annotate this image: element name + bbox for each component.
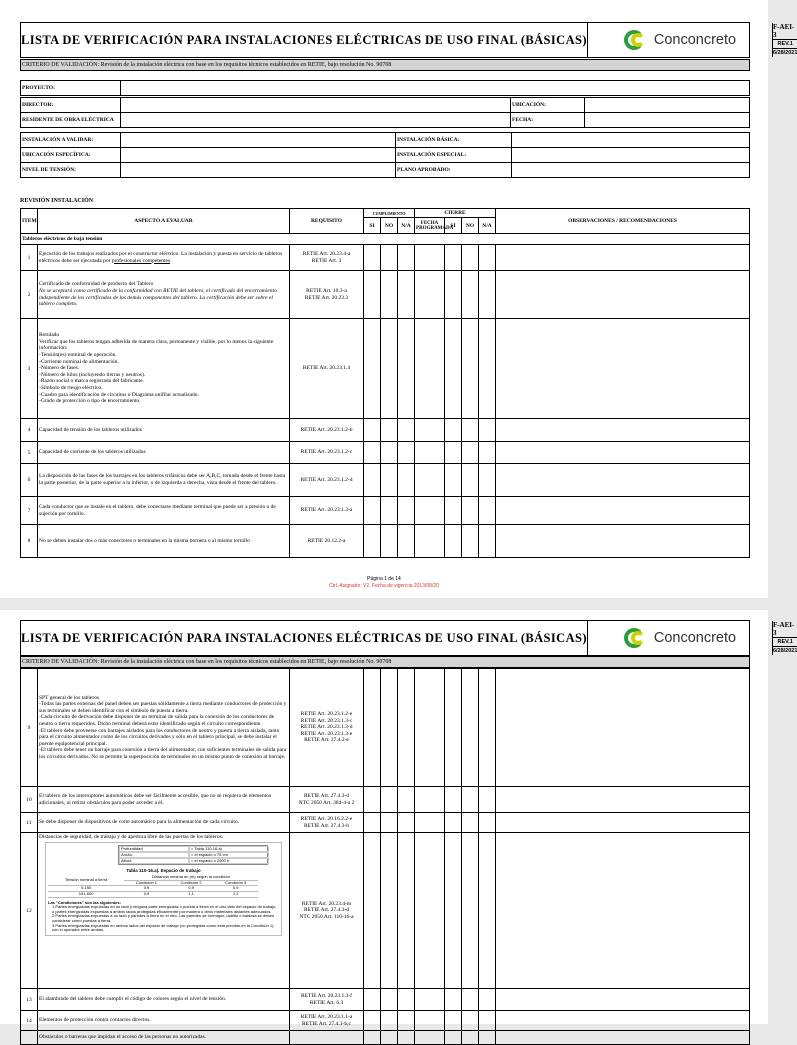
cierre-no[interactable] <box>462 525 479 558</box>
item-aspect: Elementos de protección contra contactos directos. <box>38 1011 290 1031</box>
label-nivel-tension: NIVEL DE TENSIÓN: <box>21 163 121 178</box>
criterio-validacion: CRITERIO DE VALIDACIÓN: Revisión de la instalación eléctrica con base en los requisitos técnicos establecidos en RETIE, bajo resolución No. 90708 <box>20 656 750 668</box>
table-row <box>21 464 750 497</box>
installation-info-table <box>20 132 750 178</box>
item-requirement: RETIE Art. 20.23.1.1-a RETIE Art. 27.4.1-b,c <box>290 1011 364 1031</box>
check-si[interactable] <box>364 813 381 833</box>
cierre-na[interactable] <box>479 989 496 1011</box>
project-info-table <box>20 80 750 96</box>
label-fecha: FECHA: <box>511 113 585 128</box>
document-header <box>20 620 797 656</box>
document-title: LISTA DE VERIFICACIÓN PARA INSTALACIONES ELÉCTRICAS DE USO FINAL (BÁSICAS) <box>21 621 588 655</box>
item-aspect: Obstáculos o barreras que impidan el acceso de las personas no autorizadas. <box>38 1031 290 1045</box>
cierre-na[interactable] <box>479 669 496 787</box>
item-number: 11 <box>21 813 38 833</box>
item-requirement: RETIE Art. 27.4.3-d NTC 2050 Art. 384-4-a 2 <box>290 787 364 813</box>
fecha-programada-cell[interactable] <box>415 833 445 989</box>
observaciones-cell[interactable] <box>496 525 750 558</box>
cierre-no[interactable] <box>462 989 479 1011</box>
cierre-si[interactable] <box>445 525 462 558</box>
cierre-no[interactable] <box>462 813 479 833</box>
check-si[interactable] <box>364 319 381 419</box>
table-row <box>21 787 750 813</box>
item-requirement: RETIE Art. 20.16.2.2-e RETIE Art. 27.4.3-b <box>290 813 364 833</box>
revision-table-p2 <box>20 668 750 1045</box>
observaciones-cell[interactable] <box>496 1011 750 1031</box>
cierre-no[interactable] <box>462 442 479 464</box>
col-fecha-programada: FECHA PROGRAMADA <box>415 218 445 234</box>
field-ubicacion[interactable] <box>585 98 750 113</box>
item-aspect: Rotulado Verificar que los tableros tengan adherida de manera clara, permanente y visible, por lo menos la siguiente información: -Tensión(es) nominal de operación. -Corriente nominal de alimentación. -Número de fases. -Número de hilos (incluyendo tierras y neutros). -Razón social o marca registrada del fabricante. -Símbolo de riesgo eléctrico. -Cuadro para identificación de circuitos o Diagrama unifilar actualizado. -Grado de protección o tipo de encerramiento. <box>38 319 290 419</box>
check-na[interactable] <box>398 464 415 497</box>
cierre-na[interactable] <box>479 1031 496 1045</box>
item-number: 8 <box>21 525 38 558</box>
check-na[interactable] <box>398 669 415 787</box>
page-footer <box>0 576 768 589</box>
item-aspect: Cada conductor que se instale en el tablero, debe conectarse mediante terminal que puede ser a presión o de sujeción por tornillo. <box>38 497 290 525</box>
check-na[interactable] <box>398 813 415 833</box>
item-requirement: RETIE Art. 10.3-a RETIE Art. 20.23.3 <box>290 271 364 319</box>
item-aspect: Capacidad de corriente de los tableros utilizados <box>38 442 290 464</box>
table-row <box>21 442 750 464</box>
page-2 <box>0 610 797 1041</box>
cierre-na[interactable] <box>479 1011 496 1031</box>
document-date: 6/28/2021 <box>772 50 797 56</box>
cierre-na[interactable] <box>479 245 496 271</box>
item-number: 7 <box>21 497 38 525</box>
item-requirement: RETIE Art. 20.23.1.4 <box>290 319 364 419</box>
item-aspect: El tablero de los interruptores automáticos debe ser fácilmente accesible, que no se requiera de elementos adicionales, ni retirar obstáculos para poder acceder a él. <box>38 787 290 813</box>
cierre-no[interactable] <box>462 464 479 497</box>
col-observaciones: OBSERVACIONES / RECOMENDACIONES <box>496 209 750 234</box>
col-cumplimiento: CUMPLIMIENTO <box>364 209 415 218</box>
cierre-si[interactable] <box>445 319 462 419</box>
table-row <box>21 813 750 833</box>
check-si[interactable] <box>364 464 381 497</box>
field-proyecto[interactable] <box>121 81 750 96</box>
col-no: NO <box>381 218 398 234</box>
item-aspect: Ejecución de los trabajos realizados por el constructor eléctrico. La instalación y puesta en servicio de tableros eléctricos debe ser ejecutada por profesionales competentes. <box>38 245 290 271</box>
item-aspect: La disposición de las fases de los barrajes en los tableros trifásicos debe ser A,B,C, tomada desde el frente hasta la parte posterior, de la parte superior a la inferior, o de izquierda a derecha, vista desde el frente del tablero. <box>38 464 290 497</box>
check-na[interactable] <box>398 245 415 271</box>
item-number: 1 <box>21 245 38 271</box>
item-requirement: RETIE Art. 20.23.4-a RETIE Art. 3 <box>290 245 364 271</box>
document-header <box>20 22 797 58</box>
item-requirement: RETIE Art. 20.23.1.3-f RETIE Art. 6.3 <box>290 989 364 1011</box>
item-requirement: RETIE Art. 20.23.1.3-a <box>290 497 364 525</box>
item-aspect <box>38 833 290 989</box>
document-rev: REV.1 <box>773 638 797 647</box>
item-requirement: RETIE Art. 20.23.1.2-e RETIE Art. 20.23.1.3-c RETIE Art. 20.23.1.3-d RETIE Art. 20.23.1.3-e RETIE Art. 27.4.2-e <box>290 669 364 787</box>
item-number: 2 <box>21 271 38 319</box>
label-instalacion-validar: INSTALACIÓN A VALIDAR: <box>21 133 121 148</box>
figure-legend: Profundidad = Tabla 110-16.a) Ancho = el espacio o 75 cm Altura = el espacio o 2000 h <box>118 845 268 865</box>
table-row <box>21 669 750 787</box>
cierre-si[interactable] <box>445 833 462 989</box>
observaciones-cell[interactable] <box>496 787 750 813</box>
cierre-no[interactable] <box>462 787 479 813</box>
fecha-programada-cell[interactable] <box>415 787 445 813</box>
col-cierre-no: NO <box>462 218 479 234</box>
cierre-si[interactable] <box>445 419 462 442</box>
table-row <box>21 525 750 558</box>
item-number <box>21 1031 38 1045</box>
observaciones-cell[interactable] <box>496 1031 750 1045</box>
check-si[interactable] <box>364 669 381 787</box>
item-number: 4 <box>21 419 38 442</box>
field-instalacion-especial[interactable] <box>512 148 750 163</box>
fecha-programada-cell[interactable] <box>415 1031 445 1045</box>
check-no[interactable] <box>381 989 398 1011</box>
fecha-programada-cell[interactable] <box>415 497 445 525</box>
figure-notes: Las "Condiciones" son las siguientes: 1 Partes energizadas expuestas en un lado y ninguna parte energizada o puesta a tierra en el otro lado del espacio de trabajo, o partes energizadas expuestas a ambos lados protegidas eficazmente por madera u otros materiales aislantes adecuados. 2 Partes energizadas expuestas a un lado y paredes a tierra en el otro. Las paredes de hormigón, ladrillo o baldosa se deben considerar como puestas a tierra. 3 Partes energizadas expuestas en ambos lados del espacio de trabajo (no protegidas como está previsto en la Condición 1), con el operador entre ambas. <box>48 899 277 933</box>
fecha-programada-cell[interactable] <box>415 442 445 464</box>
document-meta <box>773 23 797 57</box>
check-si[interactable] <box>364 497 381 525</box>
workspace-figure <box>45 842 282 936</box>
table-row <box>21 1031 750 1045</box>
item-number: 3 <box>21 319 38 419</box>
item-number: 9 <box>21 669 38 787</box>
logo-text: Conconcreto <box>653 32 737 48</box>
conconcreto-logo-icon <box>624 628 650 648</box>
director-info-table <box>20 97 750 128</box>
check-no[interactable] <box>381 319 398 419</box>
table-row <box>21 497 750 525</box>
col-aspecto: ASPECTO A EVALUAR <box>38 209 290 234</box>
observaciones-cell[interactable] <box>496 319 750 419</box>
cierre-na[interactable] <box>479 497 496 525</box>
item-requirement: RETIE Art. 20.23.1.2-c <box>290 442 364 464</box>
logo-text: Conconcreto <box>653 630 737 646</box>
check-no[interactable] <box>381 1031 398 1045</box>
category-tableros: Tableros eléctricos de baja tensión <box>21 234 750 245</box>
check-no[interactable] <box>381 245 398 271</box>
check-si[interactable] <box>364 419 381 442</box>
table-row <box>21 319 750 419</box>
fecha-programada-cell[interactable] <box>415 669 445 787</box>
fecha-programada-cell[interactable] <box>415 245 445 271</box>
revision-table-p1 <box>20 208 750 558</box>
label-instalacion-especial: INSTALACIÓN ESPECIAL: <box>396 148 512 163</box>
check-na[interactable] <box>398 419 415 442</box>
cierre-na[interactable] <box>479 319 496 419</box>
label-residente: RESIDENTE DE OBRA ELÉCTRICA <box>21 113 121 128</box>
observaciones-cell[interactable] <box>496 419 750 442</box>
document-code: F-AEI-3 <box>773 621 797 638</box>
fecha-programada-cell[interactable] <box>415 319 445 419</box>
check-na[interactable] <box>398 833 415 989</box>
check-no[interactable] <box>381 833 398 989</box>
check-na[interactable] <box>398 1011 415 1031</box>
item-aspect: No se deben instalar dos o más conectores o terminales en la misma bornera o al mismo tornillo <box>38 525 290 558</box>
check-no[interactable] <box>381 464 398 497</box>
check-na[interactable] <box>398 989 415 1011</box>
label-instalacion-basica: INSTALACIÓN BÁSICA: <box>396 133 512 148</box>
cierre-no[interactable] <box>462 271 479 319</box>
cierre-si[interactable] <box>445 989 462 1011</box>
document-code: F-AEI-3 <box>773 23 797 40</box>
col-item: ITEM <box>21 209 38 234</box>
check-no[interactable] <box>381 1011 398 1031</box>
cierre-no[interactable] <box>462 833 479 989</box>
page-separator <box>0 598 768 610</box>
item-aspect: Capacidad de tensión de los tableros utilizados <box>38 419 290 442</box>
check-na[interactable] <box>398 319 415 419</box>
col-cierre: CIERRE <box>415 209 496 218</box>
document-rev: REV.1 <box>773 40 797 49</box>
col-cierre-na: N/A <box>479 218 496 234</box>
check-si[interactable] <box>364 442 381 464</box>
fecha-programada-cell[interactable] <box>415 1011 445 1031</box>
footer-note: Ctrl. Asignado: V2. Fecha de vigencia 2013/08/20 <box>329 582 439 589</box>
check-no[interactable] <box>381 442 398 464</box>
observaciones-cell[interactable] <box>496 271 750 319</box>
cierre-no[interactable] <box>462 419 479 442</box>
cierre-na[interactable] <box>479 464 496 497</box>
criterio-validacion: CRITERIO DE VALIDACIÓN: Revisión de la instalación eléctrica con base en los requisitos técnicos establecidos en RETIE, bajo resolución No. 90708 <box>20 59 750 71</box>
table-row <box>21 419 750 442</box>
cierre-no[interactable] <box>462 669 479 787</box>
item-requirement <box>290 1031 364 1045</box>
item-number: 12 <box>21 833 38 989</box>
observaciones-cell[interactable] <box>496 833 750 989</box>
cierre-na[interactable] <box>479 833 496 989</box>
check-no[interactable] <box>381 787 398 813</box>
document-title: LISTA DE VERIFICACIÓN PARA INSTALACIONES ELÉCTRICAS DE USO FINAL (BÁSICAS) <box>21 23 588 57</box>
table-row <box>21 271 750 319</box>
field-instalacion-basica[interactable] <box>512 133 750 148</box>
cierre-si[interactable] <box>445 813 462 833</box>
cierre-no[interactable] <box>462 1011 479 1031</box>
col-requisito: REQUISITO <box>290 209 364 234</box>
check-na[interactable] <box>398 271 415 319</box>
check-no[interactable] <box>381 419 398 442</box>
item-aspect: SPT general de los tableros -Todas las partes externas del panel deben ser puestas sólidamente a tierra mediante conductores de protección y sus terminales se deben identificar con el símbolo de puesta a tierra. -Cada circuito de derivación debe disponer de un terminal de salida para la conexión de los conductores de neutro o tierra requeridos. Dicho terminal deberá estar identificado según el circuito correspondiente. -El tablero debe proveerse con barrajes aislados para los conductores de neutro y puesta a tierra aislada, tanto para el circuito alimentador como de los circuitos derivados y sólo en el tablero principal, se debe instalar el puente equipotencial principal. -El tablero debe tener un barraje para conexión a tierra del alimentador, con suficientes terminales de salida para los circuitos derivados. No se permite la superposición de terminales en un mismo punto de conexión al barraje. <box>38 669 290 787</box>
col-na: N/A <box>398 218 415 234</box>
fecha-programada-cell[interactable] <box>415 271 445 319</box>
conconcreto-logo-icon <box>624 30 650 50</box>
field-fecha[interactable] <box>585 113 750 128</box>
col-si: SI <box>364 218 381 234</box>
item-requirement: RETIE 20.12.2-a <box>290 525 364 558</box>
table-row <box>21 245 750 271</box>
fecha-programada-cell[interactable] <box>415 813 445 833</box>
field-plano-aprobado[interactable] <box>512 163 750 178</box>
fecha-programada-cell[interactable] <box>415 464 445 497</box>
field-nivel-tension[interactable] <box>121 163 396 178</box>
page-number: Página 1 de 14 <box>367 576 401 582</box>
item-number: 10 <box>21 787 38 813</box>
item-number: 6 <box>21 464 38 497</box>
cierre-no[interactable] <box>462 497 479 525</box>
cierre-si[interactable] <box>445 787 462 813</box>
observaciones-cell[interactable] <box>496 669 750 787</box>
figure-title: Tabla 110-16.a). Espacio de trabajo <box>126 868 201 873</box>
item-requirement: RETIE Art. 20.23.1.2-b <box>290 419 364 442</box>
field-residente[interactable] <box>121 113 511 128</box>
check-na[interactable] <box>398 1031 415 1045</box>
cierre-si[interactable] <box>445 442 462 464</box>
label-ubicacion-especifica: UBICACIÓN ESPECÍFICA: <box>21 148 121 163</box>
company-logo <box>588 23 773 57</box>
item-aspect-text: Distancias de seguridad, de trabajo y de apertura libre de las puertas de los tableros. <box>39 834 224 840</box>
item-aspect: Se debe disponer de dispositivos de corte automático para la alimentación de cada circuito. <box>38 813 290 833</box>
item-aspect: Certificado de conformidad de producto del Tablero No se aceptará como certificado de la conformidad con RETIE del tablero, el certificado del encerramiento independiente de los certificados de los demás componentes del tablero. La certificación debe ser sobre el tablero completo. <box>38 271 290 319</box>
item-number: 5 <box>21 442 38 464</box>
cierre-na[interactable] <box>479 419 496 442</box>
cierre-si[interactable] <box>445 1031 462 1045</box>
observaciones-cell[interactable] <box>496 245 750 271</box>
cierre-no[interactable] <box>462 1031 479 1045</box>
item-aspect: El alambrado del tablero debe cumplir el código de colores según el nivel de tensión. <box>38 989 290 1011</box>
fecha-programada-cell[interactable] <box>415 419 445 442</box>
label-proyecto: PROYECTO: <box>21 81 121 96</box>
cierre-na[interactable] <box>479 525 496 558</box>
table-row <box>21 1011 750 1031</box>
cierre-si[interactable] <box>445 1011 462 1031</box>
check-si[interactable] <box>364 787 381 813</box>
section-title: REVISIÓN INSTALACIÓN <box>20 198 94 204</box>
cierre-na[interactable] <box>479 787 496 813</box>
check-si[interactable] <box>364 271 381 319</box>
check-si[interactable] <box>364 1011 381 1031</box>
label-director: DIRECTOR: <box>21 98 121 113</box>
check-no[interactable] <box>381 497 398 525</box>
figure-table: Tensión nominal a tierra Distancia mínima en (m) según la condición Condición 1 Condición 2 Condición 3 0-150 0,9 0,9 0,9 151-600 0,9 1,1 1,2 <box>48 875 258 897</box>
check-no[interactable] <box>381 271 398 319</box>
cierre-no[interactable] <box>462 245 479 271</box>
observaciones-cell[interactable] <box>496 442 750 464</box>
col-cierre-si: SI <box>445 218 462 234</box>
check-na[interactable] <box>398 787 415 813</box>
cierre-na[interactable] <box>479 813 496 833</box>
check-si[interactable] <box>364 833 381 989</box>
cierre-na[interactable] <box>479 271 496 319</box>
observaciones-cell[interactable] <box>496 497 750 525</box>
document-meta <box>773 621 797 655</box>
item-number: 14 <box>21 1011 38 1031</box>
cierre-si[interactable] <box>445 464 462 497</box>
cierre-si[interactable] <box>445 669 462 787</box>
cierre-na[interactable] <box>479 442 496 464</box>
check-na[interactable] <box>398 497 415 525</box>
fecha-programada-cell[interactable] <box>415 525 445 558</box>
item-requirement: RETIE Art. 20.23.4-m RETIE Art. 27.4.3-d NTC 2050 Art. 110-16-a <box>290 833 364 989</box>
observaciones-cell[interactable] <box>496 813 750 833</box>
cierre-si[interactable] <box>445 245 462 271</box>
item-requirement: RETIE Art. 20.23.1.2-d <box>290 464 364 497</box>
observaciones-cell[interactable] <box>496 464 750 497</box>
check-si[interactable] <box>364 1031 381 1045</box>
check-no[interactable] <box>381 525 398 558</box>
check-no[interactable] <box>381 669 398 787</box>
cierre-si[interactable] <box>445 271 462 319</box>
check-si[interactable] <box>364 989 381 1011</box>
document-date: 6/28/2021 <box>772 648 797 654</box>
check-no[interactable] <box>381 813 398 833</box>
fecha-programada-cell[interactable] <box>415 989 445 1011</box>
table-row <box>21 989 750 1011</box>
check-si[interactable] <box>364 525 381 558</box>
label-plano-aprobado: PLANO APROBADO: <box>396 163 512 178</box>
check-na[interactable] <box>398 442 415 464</box>
cierre-si[interactable] <box>445 497 462 525</box>
check-na[interactable] <box>398 525 415 558</box>
observaciones-cell[interactable] <box>496 989 750 1011</box>
field-ubicacion-especifica[interactable] <box>121 148 396 163</box>
cierre-no[interactable] <box>462 319 479 419</box>
field-director[interactable] <box>121 98 511 113</box>
table-row <box>21 833 750 989</box>
check-si[interactable] <box>364 245 381 271</box>
item-number: 13 <box>21 989 38 1011</box>
field-instalacion-validar[interactable] <box>121 133 396 148</box>
label-ubicacion: UBICACIÓN: <box>511 98 585 113</box>
company-logo <box>588 621 773 655</box>
